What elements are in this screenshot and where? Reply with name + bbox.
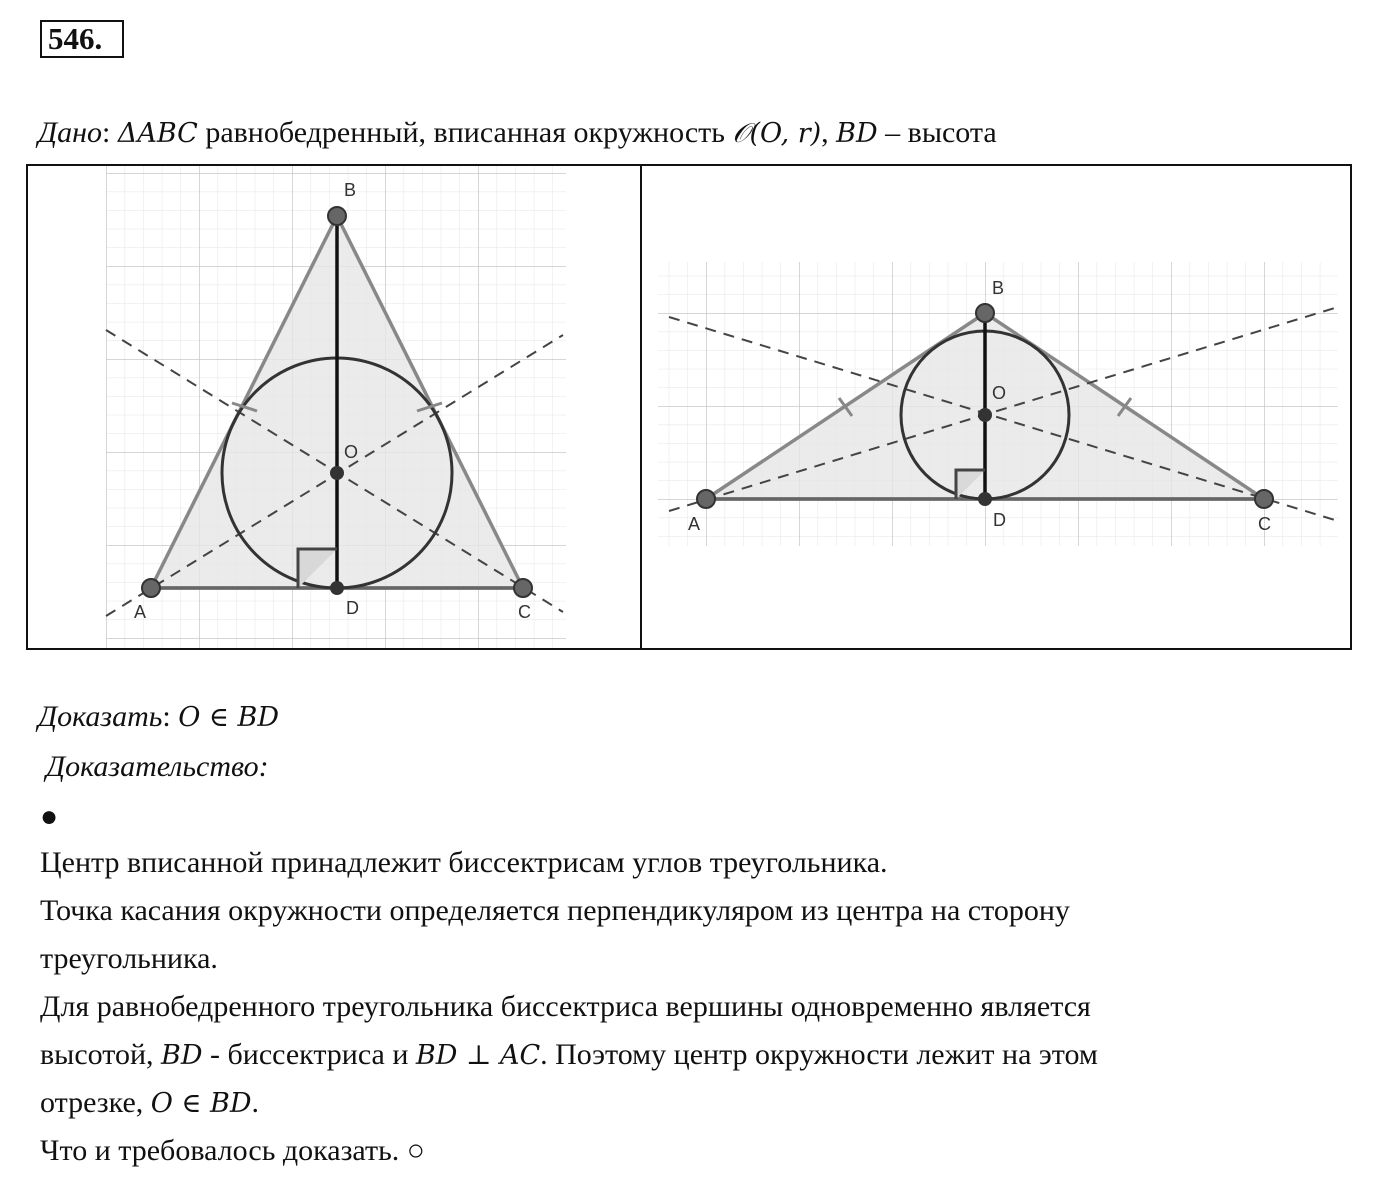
proof-line-7: Что и требовалось доказать. ○ bbox=[40, 1134, 425, 1167]
given-circle: 𝒪(O, r) bbox=[732, 118, 822, 149]
proof-line-5c: - биссектриса и bbox=[202, 1038, 416, 1071]
proof-line-6b: O ∈ BD bbox=[150, 1088, 252, 1119]
prove-line: Доказать: O ∈ BD bbox=[38, 700, 280, 733]
figure-acute-triangle bbox=[28, 166, 642, 648]
point-a bbox=[142, 579, 160, 597]
label-d: D bbox=[993, 510, 1006, 530]
point-b bbox=[976, 304, 994, 322]
label-a: A bbox=[688, 514, 701, 534]
point-d bbox=[978, 492, 992, 506]
given-text-1: равнобедренный, вписанная окружность bbox=[197, 116, 733, 149]
point-c bbox=[514, 579, 532, 597]
proof-line-2: Точка касания окружности определяется перпендикуляром из центра на сторону bbox=[40, 894, 1070, 927]
point-c bbox=[1255, 490, 1273, 508]
given-line: Дано: ΔABC равнобедренный, вписанная окружность 𝒪(O, r), BD – высота bbox=[38, 116, 997, 149]
figure-acute-svg bbox=[28, 166, 640, 650]
point-a bbox=[697, 490, 715, 508]
label-c: C bbox=[1258, 514, 1271, 534]
label-b: B bbox=[992, 278, 1005, 298]
point-b bbox=[328, 207, 346, 225]
given-label: Дано bbox=[38, 116, 102, 149]
proof-label: Доказательство bbox=[46, 750, 259, 783]
prove-label: Доказать bbox=[38, 700, 163, 733]
proof-line-5a: высотой, bbox=[40, 1038, 162, 1071]
proof-line-6 bbox=[40, 1086, 259, 1120]
label-o: O bbox=[992, 383, 1007, 403]
label-d: D bbox=[346, 598, 359, 618]
figure-obtuse-svg bbox=[642, 166, 1352, 650]
given-text-3: – высота bbox=[877, 116, 997, 149]
label-b: B bbox=[344, 180, 357, 200]
proof-line-3: треугольника. bbox=[40, 942, 218, 975]
figure-obtuse-triangle bbox=[642, 166, 1350, 648]
given-triangle: ΔABC bbox=[117, 118, 198, 149]
prove-statement: O ∈ BD bbox=[178, 702, 280, 733]
problem-number: 546. bbox=[40, 20, 124, 58]
bullet: ● bbox=[40, 800, 59, 833]
proof-line-5e: . Поэтому центр окружности лежит на этом bbox=[540, 1038, 1098, 1071]
label-a: A bbox=[134, 602, 147, 622]
label-o: O bbox=[344, 442, 359, 462]
proof-line-1: Центр вписанной принадлежит биссектрисам углов треугольника. bbox=[40, 846, 888, 879]
proof-line-5b: BD bbox=[161, 1040, 203, 1071]
proof-line-5d: BD ⊥ AC bbox=[415, 1040, 541, 1071]
point-o bbox=[330, 466, 344, 480]
figures-frame bbox=[26, 164, 1352, 650]
proof-line-5 bbox=[40, 1038, 1098, 1072]
proof-line-4: Для равнобедренного треугольника биссектриса вершины одновременно является bbox=[40, 990, 1091, 1023]
proof-line-6a: отрезке, bbox=[40, 1086, 151, 1119]
proof-line-6c: . bbox=[251, 1086, 260, 1119]
given-bd: BD bbox=[836, 118, 878, 149]
label-c: C bbox=[518, 602, 531, 622]
point-d bbox=[330, 581, 344, 595]
point-o bbox=[978, 408, 992, 422]
proof-label-line: Доказательство: bbox=[46, 750, 269, 783]
given-text-2: , bbox=[821, 116, 837, 149]
